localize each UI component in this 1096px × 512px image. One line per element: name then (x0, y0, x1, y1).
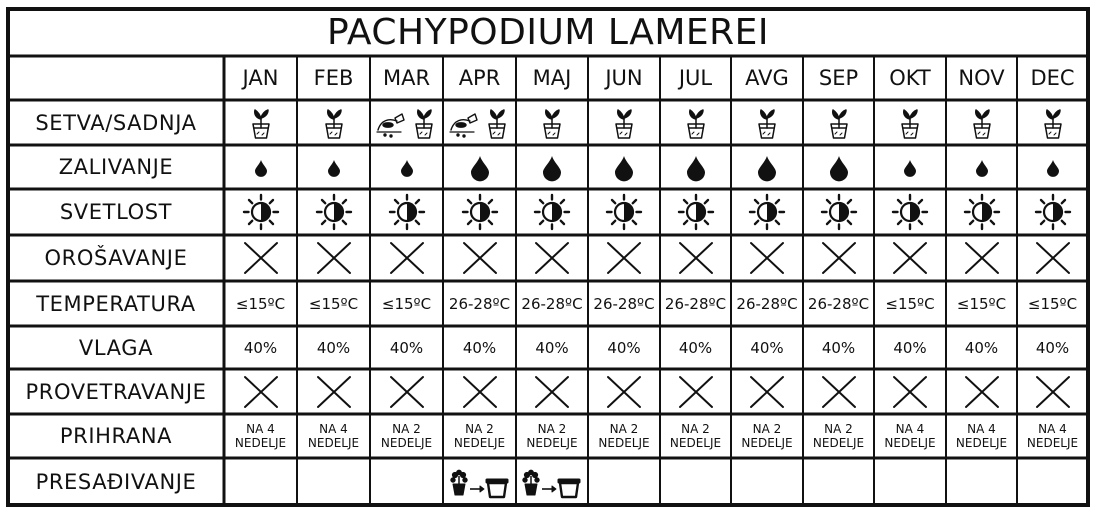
water-drop-icon (471, 156, 489, 180)
water-drop-icon (401, 160, 413, 176)
repot-icon (521, 470, 581, 498)
half-sun-icon (1036, 195, 1070, 229)
half-sun-icon (607, 195, 641, 229)
x-mark-icon (316, 375, 352, 409)
month-header-jun: JUN (605, 66, 643, 90)
water-drop-icon (904, 160, 916, 176)
humidity-value: 40% (1035, 338, 1070, 357)
x-mark-icon (534, 241, 570, 275)
x-mark-icon (892, 375, 928, 409)
fertilizing-interval: NA 4 (246, 422, 275, 436)
humidity-value: 40% (893, 338, 927, 357)
x-mark-icon (243, 241, 279, 275)
humidity-value: 40% (243, 338, 278, 357)
humidity-value: 40% (462, 338, 497, 357)
x-mark-icon (606, 375, 642, 409)
x-mark-icon (1035, 375, 1071, 409)
half-sun-icon (244, 195, 278, 229)
humidity-value: 40% (821, 338, 856, 357)
seedling-cup-icon (610, 107, 638, 139)
seedling-cup-icon (320, 107, 348, 139)
fertilizing-value (443, 414, 516, 458)
fertilizing-value (803, 414, 874, 458)
water-drop-icon (543, 156, 561, 180)
fertilizing-value (660, 414, 731, 458)
x-mark-icon (1035, 241, 1071, 275)
x-mark-icon (462, 241, 498, 275)
fertilizing-interval: NA 2 (681, 422, 710, 436)
fertilizing-unit: NEDELJE (1026, 436, 1079, 450)
month-header-maj: MAJ (532, 66, 572, 90)
seedling-cup-icon (247, 107, 275, 139)
x-mark-icon (462, 375, 498, 409)
seedling-cup-icon (1039, 107, 1067, 139)
x-mark-icon (964, 375, 1000, 409)
x-mark-icon (316, 241, 352, 275)
x-mark-icon (389, 375, 425, 409)
seedling-cup-icon (753, 107, 781, 139)
x-mark-icon (749, 241, 785, 275)
row-label-light: SVETLOST (59, 200, 173, 224)
humidity-value: 40% (316, 338, 351, 357)
humidity-value: 40% (389, 338, 424, 357)
seedling-cup-icon (538, 107, 566, 139)
fertilizing-unit: NEDELJE (380, 436, 433, 450)
temperature-value: ≤15ºC (956, 294, 1007, 313)
fertilizing-unit: NEDELJE (234, 436, 287, 450)
half-sun-icon (822, 195, 856, 229)
month-header-jan: JAN (242, 66, 279, 90)
water-drop-icon (976, 160, 988, 176)
seedling-cup-icon (825, 107, 853, 139)
seedling-cup-icon (896, 107, 924, 139)
fertilizing-unit: NEDELJE (453, 436, 506, 450)
water-drop-icon (830, 156, 848, 180)
fertilizing-unit: NEDELJE (884, 436, 936, 450)
month-header-feb: FEB (313, 66, 354, 90)
humidity-value: 40% (678, 338, 713, 357)
seedling-cup-icon (682, 107, 710, 139)
row-label-misting: OROŠAVANJE (44, 246, 188, 270)
fertilizing-interval: NA 4 (319, 422, 348, 436)
month-header-okt: OKT (889, 66, 931, 90)
seedling-cup-icon (968, 107, 996, 139)
temperature-value: ≤15ºC (885, 294, 935, 313)
page-title: PACHYPODIUM LAMEREI (326, 11, 770, 53)
temperature-value: 26-28ºC (521, 294, 583, 313)
water-drop-icon (328, 160, 340, 176)
fertilizing-value (588, 414, 660, 458)
temperature-value: 26-28ºC (807, 294, 870, 313)
x-mark-icon (749, 375, 785, 409)
month-header-mar: MAR (382, 66, 431, 90)
fertilizing-interval: NA 2 (752, 422, 782, 436)
temperature-value: 26-28ºC (736, 294, 798, 313)
fertilizing-unit: NEDELJE (812, 436, 865, 450)
half-sun-icon (965, 195, 999, 229)
x-mark-icon (964, 241, 1000, 275)
fertilizing-value (874, 414, 946, 458)
month-header-dec: DEC (1030, 66, 1075, 90)
humidity-value: 40% (535, 338, 569, 357)
x-mark-icon (606, 241, 642, 275)
fertilizing-interval: NA 4 (1038, 422, 1067, 436)
x-mark-icon (892, 241, 928, 275)
row-label-fertilizing: PRIHRANA (59, 424, 173, 448)
x-mark-icon (821, 375, 857, 409)
month-header-avg: AVG (745, 66, 789, 90)
temperature-value: ≤15ºC (381, 294, 432, 313)
temperature-value: 26-28ºC (664, 294, 727, 313)
fertilizing-interval: NA 2 (609, 422, 639, 436)
fertilizing-value (1017, 414, 1088, 458)
water-drop-icon (758, 156, 776, 180)
row-label-temperature: TEMPERATURA (36, 291, 196, 316)
x-mark-icon (243, 375, 279, 409)
fertilizing-unit: NEDELJE (526, 436, 578, 450)
fertilizing-interval: NA 4 (967, 422, 996, 436)
fertilizing-value (516, 414, 588, 458)
row-label-humidity: VLAGA (78, 335, 154, 360)
row-label-sowing: SETVA/SADNJA (35, 110, 197, 135)
fertilizing-interval: NA 2 (465, 422, 494, 436)
humidity-value: 40% (750, 338, 784, 357)
fertilizing-value (297, 414, 370, 458)
x-mark-icon (389, 241, 425, 275)
temperature-value: 26-28ºC (593, 294, 655, 313)
fertilizing-interval: NA 2 (537, 422, 567, 436)
month-header-nov: NOV (958, 66, 1005, 90)
fertilizing-interval: NA 2 (392, 422, 421, 436)
month-header-apr: APR (458, 66, 501, 90)
repot-icon (449, 470, 509, 498)
half-sun-icon (750, 195, 784, 229)
humidity-value: 40% (607, 338, 641, 357)
row-label-repotting: PRESAĐIVANJE (35, 469, 197, 494)
x-mark-icon (678, 241, 714, 275)
humidity-value: 40% (964, 338, 999, 357)
half-sun-icon (463, 195, 497, 229)
half-sun-icon (317, 195, 351, 229)
temperature-value: ≤15ºC (1027, 294, 1078, 313)
fertilizing-interval: NA 4 (895, 422, 925, 436)
water-drop-icon (255, 160, 267, 176)
fertilizing-interval: NA 2 (824, 422, 853, 436)
x-mark-icon (821, 241, 857, 275)
seed-packet-icon (375, 108, 405, 138)
row-label-watering: ZALIVANJE (58, 155, 174, 179)
half-sun-icon (893, 195, 927, 229)
temperature-value: ≤15ºC (235, 294, 286, 313)
half-sun-icon (535, 195, 569, 229)
fertilizing-value (370, 414, 443, 458)
fertilizing-unit: NEDELJE (598, 436, 650, 450)
fertilizing-value (224, 414, 297, 458)
water-drop-icon (687, 156, 705, 180)
month-header-jul: JUL (678, 66, 713, 90)
fertilizing-unit: NEDELJE (669, 436, 722, 450)
half-sun-icon (679, 195, 713, 229)
row-label-ventilation: PROVETRAVANJE (25, 379, 207, 404)
fertilizing-unit: NEDELJE (307, 436, 360, 450)
half-sun-icon (390, 195, 424, 229)
month-header-sep: SEP (818, 66, 859, 90)
x-mark-icon (534, 375, 570, 409)
fertilizing-value (946, 414, 1017, 458)
water-drop-icon (615, 156, 633, 180)
temperature-value: ≤15ºC (308, 294, 359, 313)
water-drop-icon (1047, 160, 1059, 176)
seed-packet-icon (448, 108, 478, 138)
seedling-cup-icon (483, 107, 511, 139)
x-mark-icon (678, 375, 714, 409)
fertilizing-unit: NEDELJE (955, 436, 1008, 450)
fertilizing-unit: NEDELJE (741, 436, 793, 450)
seedling-cup-icon (410, 107, 438, 139)
fertilizing-value (731, 414, 803, 458)
temperature-value: 26-28ºC (448, 294, 511, 313)
